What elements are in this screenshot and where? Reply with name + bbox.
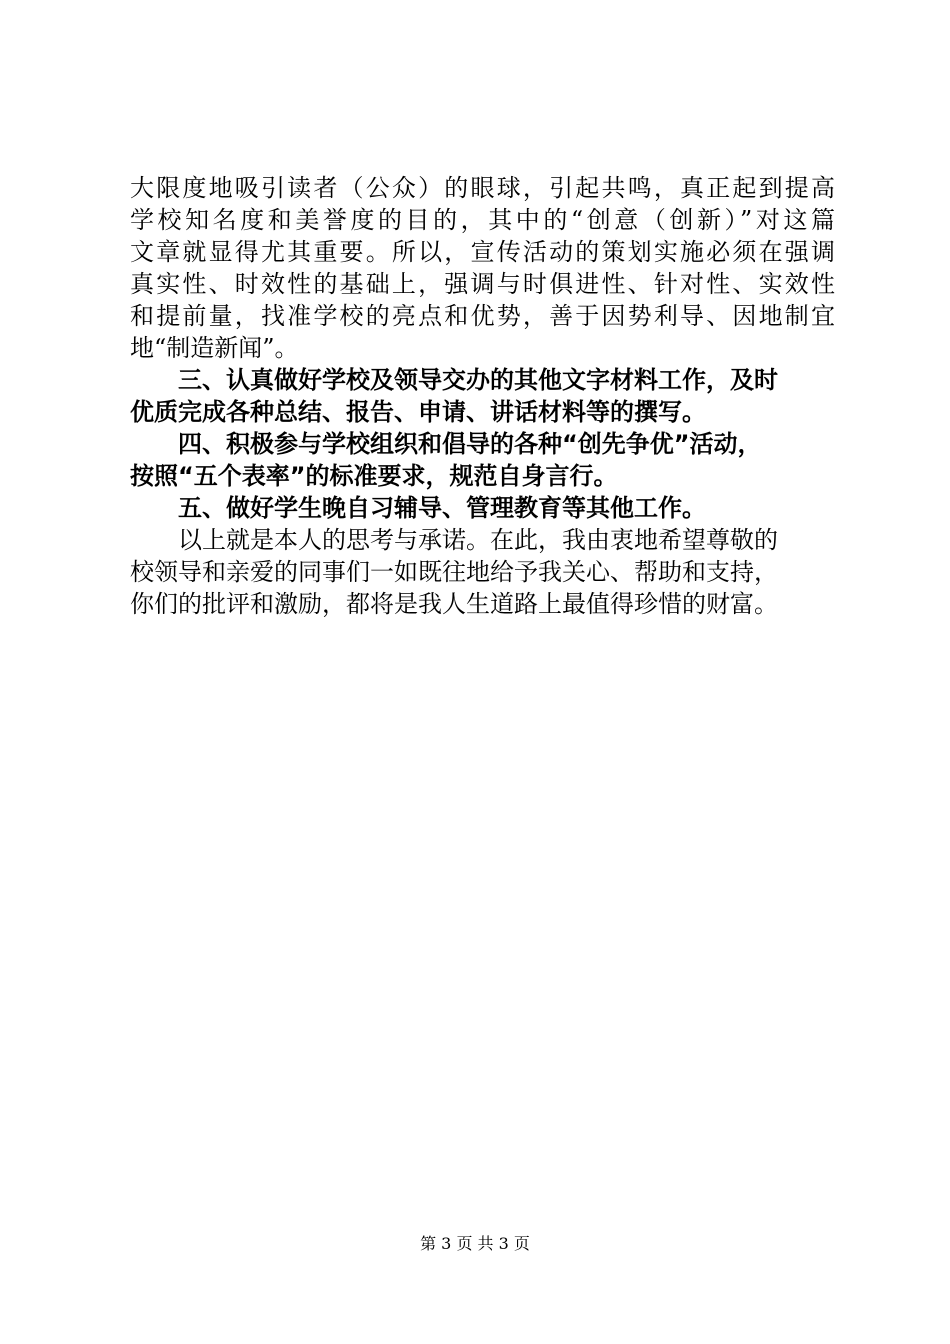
item-three-line: 三、认真做好学校及领导交办的其他文字材料工作，及时 xyxy=(178,366,778,394)
body-line: 地“制造新闻”。 xyxy=(130,334,299,362)
body-line: 大限度地吸引读者（公众）的眼球，引起共鸣，真正起到提高 xyxy=(130,174,835,202)
closing-line: 校领导和亲爱的同事们一如既往地给予我关心、帮助和支持， xyxy=(130,558,778,586)
document-body xyxy=(130,172,835,620)
item-five-line: 五、做好学生晚自习辅导、管理教育等其他工作。 xyxy=(178,494,706,522)
item-four-line: 四、积极参与学校组织和倡导的各种“创先争优”活动， xyxy=(178,430,762,458)
closing-line: 你们的批评和激励，都将是我人生道路上最值得珍惜的财富。 xyxy=(130,590,778,618)
body-line: 真实性、时效性的基础上，强调与时俱进性、针对性、实效性 xyxy=(130,270,835,298)
item-four-line: 按照“五个表率”的标准要求，规范自身言行。 xyxy=(130,462,618,490)
body-line: 学校知名度和美誉度的目的，其中的“创意（创新）”对这篇 xyxy=(130,206,835,234)
body-line: 和提前量，找准学校的亮点和优势，善于因势利导、因地制宜 xyxy=(130,302,835,330)
closing-line: 以上就是本人的思考与承诺。在此，我由衷地希望尊敬的 xyxy=(178,526,778,554)
body-line: 文章就显得尤其重要。所以，宣传活动的策划实施必须在强调 xyxy=(130,238,835,266)
item-three-line: 优质完成各种总结、报告、申请、讲话材料等的撰写。 xyxy=(130,398,706,426)
page-number-footer: 第 3 页 共 3 页 xyxy=(420,1234,530,1253)
